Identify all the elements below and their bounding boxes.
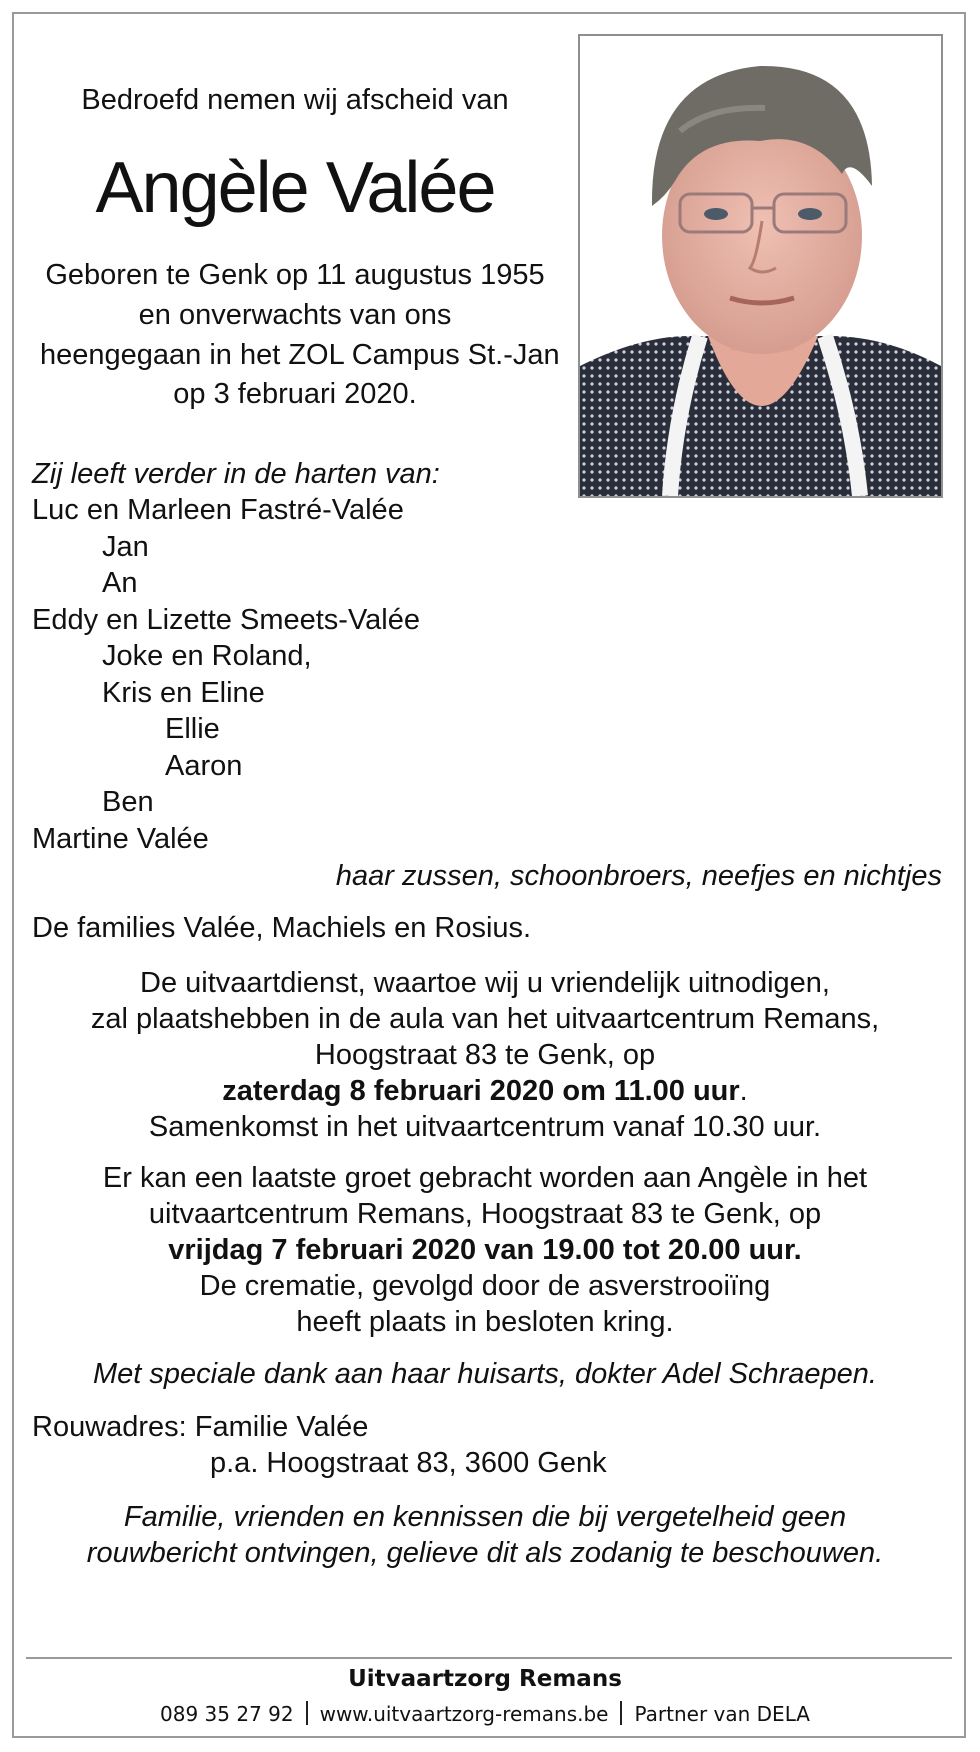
closing-line-1: Familie, vrienden en kennissen die bij vergetelheid geen xyxy=(123,1501,847,1533)
visitation-line-4: De crematie, gevolgd door de asverstrooiïng xyxy=(199,1270,771,1302)
intro-text: Bedroefd nemen wij afscheid van xyxy=(81,84,509,116)
service-date-bold: zaterdag 8 februari 2020 om 11.00 uur xyxy=(222,1075,740,1107)
survivor-line: Luc en Marleen Fastré-Valée xyxy=(32,494,404,526)
relatives-line: haar zussen, schoonbroers, neefjes en nichtjes xyxy=(335,860,942,892)
survivors-heading: Zij leeft verder in de harten van: xyxy=(32,458,440,490)
address-label: Rouwadres: Familie Valée xyxy=(32,1411,369,1443)
service-line-3: Hoogstraat 83 te Genk, op xyxy=(314,1039,656,1071)
service-line-1: De uitvaartdienst, waartoe wij u vriendelijk uitnodigen, xyxy=(140,967,830,999)
survivor-line: Ellie xyxy=(165,713,220,745)
birth-line-1: Geboren te Genk op 11 augustus 1955 xyxy=(45,259,545,291)
survivor-line: Kris en Eline xyxy=(102,677,265,709)
survivor-line: Martine Valée xyxy=(32,823,209,855)
address-line-2: p.a. Hoogstraat 83, 3600 Genk xyxy=(210,1447,607,1479)
partner-text: Partner van DELA xyxy=(634,1702,810,1726)
survivor-line: An xyxy=(102,567,138,599)
company-name: Uitvaartzorg Remans xyxy=(348,1666,622,1692)
survivor-line: Eddy en Lizette Smeets-Valée xyxy=(32,604,420,636)
deceased-name: Angèle Valée xyxy=(95,148,495,228)
service-line-5: Samenkomst in het uitvaartcentrum vanaf 10.30 uur. xyxy=(148,1111,822,1143)
website-link[interactable]: www.uitvaartzorg-remans.be xyxy=(319,1702,609,1726)
birth-line-2: en onverwachts van ons xyxy=(138,299,452,331)
families-line: De families Valée, Machiels en Rosius. xyxy=(32,912,532,944)
visitation-line-1: Er kan een laatste groet gebracht worden aan Angèle in het xyxy=(102,1162,868,1194)
thanks-line: Met speciale dank aan haar huisarts, dokter Adel Schraepen. xyxy=(92,1358,877,1390)
separator xyxy=(306,1701,308,1725)
survivor-line: Aaron xyxy=(165,750,243,782)
service-date-suffix: . xyxy=(739,1075,748,1107)
birth-line-3: heengegaan in het ZOL Campus St.-Jan xyxy=(40,339,560,371)
survivor-line: Joke en Roland, xyxy=(102,640,312,672)
separator xyxy=(620,1701,622,1725)
footer-contact xyxy=(20,1700,950,1728)
closing-line-2: rouwbericht ontvingen, gelieve dit als zodanig te beschouwen. xyxy=(86,1537,884,1569)
visitation-date: vrijdag 7 februari 2020 van 19.00 tot 20.00 uur. xyxy=(168,1234,802,1266)
survivor-line: Ben xyxy=(102,786,154,818)
visitation-line-5: heeft plaats in besloten kring. xyxy=(296,1306,674,1338)
service-date xyxy=(20,1073,950,1109)
footer-divider xyxy=(26,1657,952,1659)
visitation-line-2: uitvaartcentrum Remans, Hoogstraat 83 te Genk, op xyxy=(148,1198,822,1230)
portrait-photo xyxy=(578,34,943,498)
birth-line-4: op 3 februari 2020. xyxy=(173,378,417,410)
service-line-2: zal plaatshebben in de aula van het uitvaartcentrum Remans, xyxy=(90,1003,880,1035)
survivor-line: Jan xyxy=(102,531,149,563)
phone-number: 089 35 27 92 xyxy=(160,1702,294,1726)
